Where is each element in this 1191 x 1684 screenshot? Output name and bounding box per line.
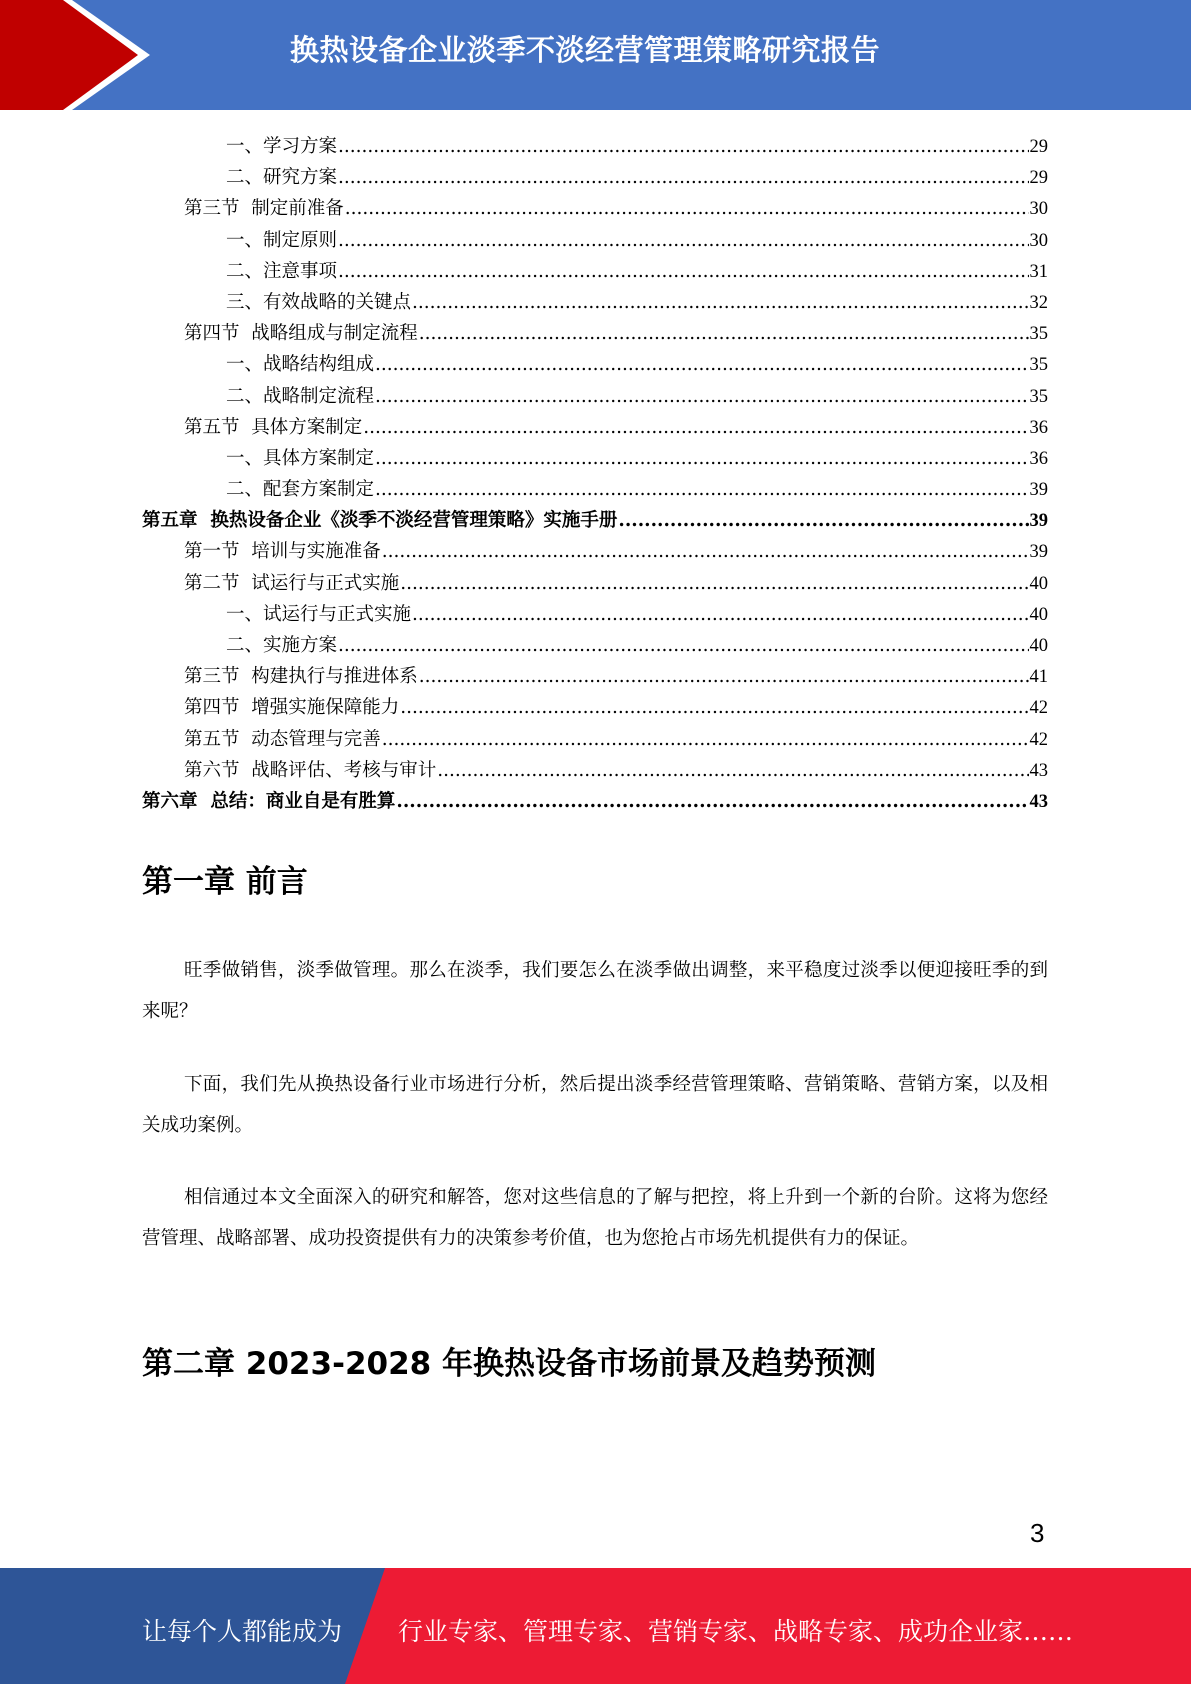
toc-entry-page: 31 — [1029, 261, 1048, 282]
toc-entry-page: 41 — [1029, 667, 1048, 688]
toc-entry[interactable] — [142, 256, 1048, 287]
chapter1-heading: 第一章 前言 — [142, 864, 308, 900]
toc-dot-leader — [382, 724, 1029, 755]
toc-dot-leader — [400, 692, 1028, 723]
page-header — [0, 0, 1191, 110]
footer-slogan-left: 让每个人都能成为 — [142, 1617, 343, 1646]
toc-entry-label: 第六节 战略评估、考核与审计 — [184, 759, 437, 781]
toc-entry-label: 第五节 具体方案制定 — [184, 416, 363, 438]
toc-dot-leader — [345, 193, 1029, 224]
toc-entry-page: 29 — [1029, 168, 1048, 189]
toc-entry-page: 30 — [1029, 230, 1048, 251]
toc-entry-page: 30 — [1029, 199, 1048, 220]
toc-dot-leader — [338, 225, 1028, 256]
toc-entry-page: 39 — [1029, 542, 1048, 563]
page-number: 3 — [1030, 1518, 1045, 1548]
toc-entry-page: 40 — [1029, 604, 1048, 625]
toc-entry[interactable] — [142, 599, 1048, 630]
toc-dot-leader — [437, 755, 1028, 786]
toc-entry-label: 二、实施方案 — [226, 635, 338, 656]
toc-entry-page: 43 — [1029, 791, 1048, 812]
toc-entry-page: 36 — [1029, 417, 1048, 438]
toc-entry-label: 第一节 培训与实施准备 — [184, 541, 381, 563]
toc-entry[interactable] — [142, 786, 1048, 817]
toc-entry-label: 第四节 战略组成与制定流程 — [184, 323, 418, 345]
toc-entry-label: 第三节 制定前准备 — [184, 198, 344, 220]
toc-entry-label: 第五节 动态管理与完善 — [184, 728, 381, 750]
page-footer — [0, 1568, 1191, 1684]
toc-entry-label: 一、学习方案 — [226, 136, 338, 157]
toc-dot-leader — [618, 505, 1028, 536]
toc-entry-page: 35 — [1029, 386, 1048, 407]
header-title: 换热设备企业淡季不淡经营管理策略研究报告 — [290, 33, 881, 67]
toc-entry-label: 第五章 换热设备企业《淡季不淡经营管理策略》实施手册 — [142, 510, 618, 532]
toc-dot-leader — [363, 412, 1028, 443]
toc-dot-leader — [419, 318, 1029, 349]
toc-entry-label: 二、战略制定流程 — [226, 385, 375, 407]
chapter1-paragraph-1: 旺季做销售，淡季做管理。那么在淡季，我们要怎么在淡季做出调整，来平稳度过淡季以便迎接旺季的到来呢？ — [142, 960, 1048, 1022]
toc-entry[interactable] — [142, 412, 1048, 443]
toc-entry[interactable] — [142, 630, 1048, 661]
table-of-contents — [142, 131, 1048, 817]
toc-dot-leader — [396, 786, 1028, 817]
toc-dot-leader — [375, 474, 1028, 505]
toc-entry[interactable] — [142, 318, 1048, 349]
toc-entry-page: 35 — [1029, 355, 1048, 376]
toc-entry-page: 42 — [1029, 698, 1048, 719]
toc-entry[interactable] — [142, 162, 1048, 193]
toc-entry[interactable] — [142, 505, 1048, 536]
toc-entry[interactable] — [142, 755, 1048, 786]
toc-entry-page: 40 — [1029, 573, 1048, 594]
toc-dot-leader — [419, 661, 1029, 692]
toc-entry-label: 一、制定原则 — [226, 229, 338, 251]
toc-entry[interactable] — [142, 287, 1048, 318]
toc-dot-leader — [382, 536, 1029, 567]
toc-dot-leader — [338, 131, 1028, 162]
toc-dot-leader — [375, 443, 1028, 474]
toc-entry-page: 40 — [1029, 636, 1048, 656]
toc-entry-page: 43 — [1029, 760, 1048, 781]
toc-entry[interactable] — [142, 474, 1048, 505]
toc-dot-leader — [338, 630, 1028, 661]
toc-entry[interactable] — [142, 225, 1048, 256]
chapter1-paragraph-3: 相信通过本文全面深入的研究和解答，您对这些信息的了解与把控，将上升到一个新的台阶。这将为您经营管理、战略部署、成功投资提供有力的决策参考价值，也为您抢占市场先机提供有力的保证。 — [142, 1187, 1048, 1249]
toc-entry[interactable] — [142, 692, 1048, 723]
toc-dot-leader — [412, 287, 1028, 318]
toc-entry-label: 二、配套方案制定 — [226, 479, 375, 501]
toc-entry-label: 二、研究方案 — [226, 167, 338, 189]
toc-dot-leader — [400, 568, 1028, 599]
toc-entry-label: 一、具体方案制定 — [226, 447, 375, 469]
toc-entry-label: 一、战略结构组成 — [226, 354, 375, 376]
toc-entry-page: 36 — [1029, 448, 1048, 469]
toc-entry-label: 第三节 构建执行与推进体系 — [184, 666, 418, 688]
toc-entry[interactable] — [142, 131, 1048, 162]
toc-dot-leader — [338, 162, 1028, 193]
toc-dot-leader — [338, 256, 1028, 287]
toc-entry[interactable] — [142, 661, 1048, 692]
chevron-decoration-icon — [0, 0, 200, 110]
footer-slogan-right: 行业专家、管理专家、营销专家、战略专家、成功企业家…… — [398, 1617, 1074, 1646]
toc-entry[interactable] — [142, 193, 1048, 224]
chapter2-heading: 第二章 2023-2028 年换热设备市场前景及趋势预测 — [142, 1346, 877, 1382]
chapter1-paragraph-2: 下面，我们先从换热设备行业市场进行分析，然后提出淡季经营管理策略、营销策略、营销方案，以及相关成功案例。 — [142, 1074, 1048, 1136]
toc-entry-page: 35 — [1029, 324, 1048, 345]
toc-entry[interactable] — [142, 349, 1048, 380]
toc-entry-page: 39 — [1029, 480, 1048, 501]
toc-entry[interactable] — [142, 381, 1048, 412]
toc-entry-page: 29 — [1029, 137, 1048, 157]
toc-entry-label: 第二节 试运行与正式实施 — [184, 572, 400, 594]
toc-entry-page: 32 — [1029, 292, 1048, 313]
toc-entry-page: 39 — [1029, 511, 1048, 532]
toc-entry-page: 42 — [1029, 729, 1048, 750]
toc-entry-label: 第四节 增强实施保障能力 — [184, 697, 400, 719]
toc-dot-leader — [375, 349, 1028, 380]
toc-entry[interactable] — [142, 568, 1048, 599]
toc-entry[interactable] — [142, 724, 1048, 755]
toc-dot-leader — [412, 599, 1028, 630]
toc-entry-label: 一、试运行与正式实施 — [226, 603, 412, 625]
toc-entry-label: 二、注意事项 — [226, 260, 338, 282]
toc-entry[interactable] — [142, 536, 1048, 567]
toc-dot-leader — [375, 381, 1028, 412]
toc-entry-label: 第六章 总结：商业自是有胜算 — [142, 790, 396, 812]
toc-entry[interactable] — [142, 443, 1048, 474]
toc-entry-label: 三、有效战略的关键点 — [226, 291, 412, 313]
